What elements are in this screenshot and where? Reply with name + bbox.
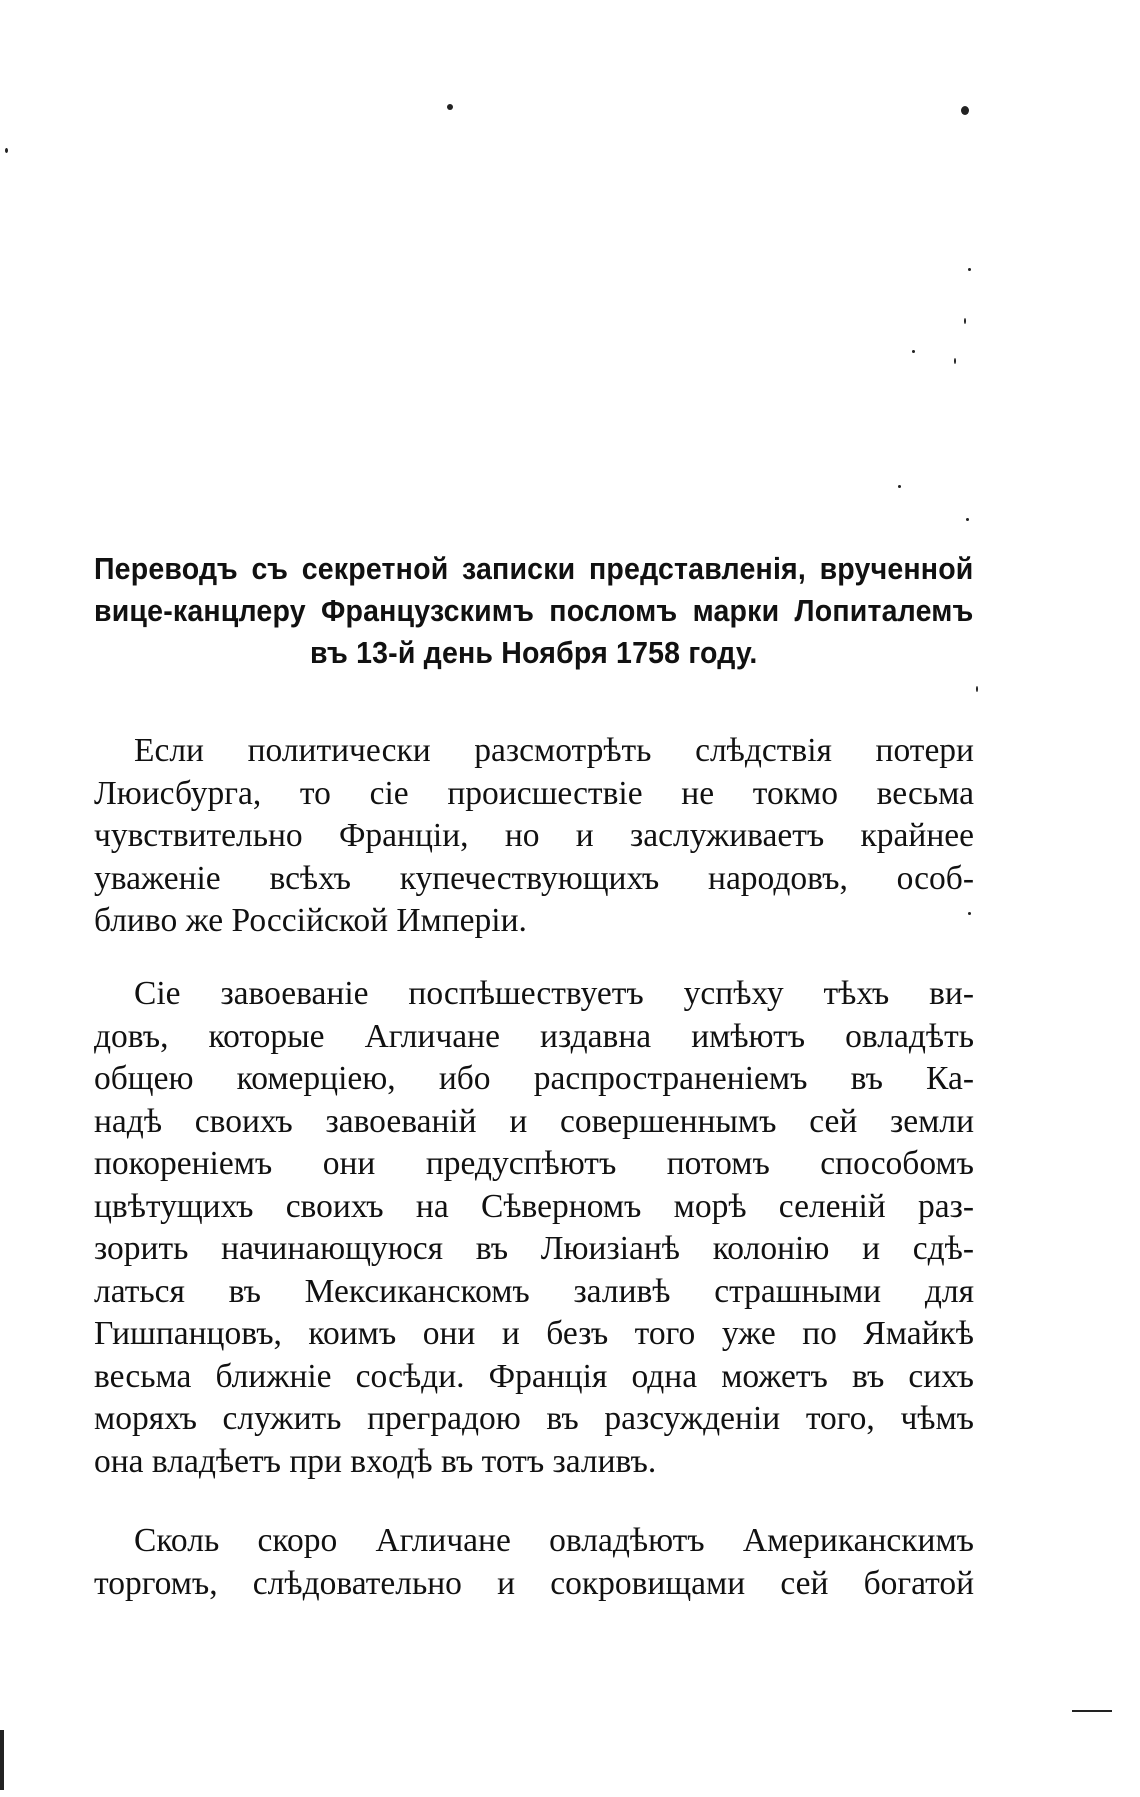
text-line: латься въ Мексиканскомъ заливѣ страшными для	[94, 1272, 974, 1310]
scan-speck	[966, 518, 969, 521]
scan-speck	[5, 148, 8, 153]
title-line: вице-канцлеру Французскимъ посломъ марки Лопиталемъ	[94, 593, 974, 628]
paragraph-2	[94, 973, 974, 1483]
scan-speck	[976, 686, 978, 692]
scan-speck	[964, 318, 966, 324]
document-title	[94, 548, 974, 674]
text-line: Гишпанцовъ, коимъ они и безъ того уже по Ямайкѣ	[94, 1315, 974, 1352]
text-line: довъ, которые Агличане издавна имѣютъ овладѣть	[94, 1017, 974, 1055]
scan-speck	[447, 104, 453, 110]
text-line: Сіе завоеваніе поспѣшествуетъ успѣху тѣхъ ви-	[134, 975, 974, 1012]
paragraph-1	[94, 730, 974, 943]
text-line: Если политически разсмотрѣть слѣдствія потери	[134, 732, 974, 769]
text-line: покореніемъ они предуспѣютъ потомъ способомъ	[94, 1145, 974, 1182]
scan-speck	[961, 106, 969, 115]
text-line: моряхъ служить преградою въ разсужденіи того, чѣмъ	[94, 1400, 974, 1437]
paragraph-3	[94, 1520, 974, 1605]
scan-speck	[954, 358, 956, 364]
text-line: зорить начинающуюся въ Люизіанѣ колонію и сдѣ-	[94, 1230, 974, 1267]
text-line: уваженіе всѣхъ купечествующихъ народовъ, особ-	[94, 859, 974, 897]
page-edge-mark	[1072, 1710, 1112, 1712]
text-line: Люисбурга, то сіе происшествіе не токмо весьма	[94, 774, 974, 812]
text-line: бливо же Россійской Имперіи.	[94, 902, 527, 939]
text-line: надѣ своихъ завоеваній и совершеннымъ сей земли	[94, 1102, 974, 1140]
text-line: чувствительно Франціи, но и заслуживаетъ крайнее	[94, 817, 974, 854]
text-line: общею комерціею, ибо распространеніемъ въ Ка-	[94, 1060, 974, 1097]
scan-speck	[912, 350, 915, 353]
text-line: весьма ближніе сосѣди. Франція одна можетъ въ сихъ	[94, 1357, 974, 1395]
text-line: цвѣтущихъ своихъ на Сѣверномъ морѣ селеній раз-	[94, 1187, 974, 1225]
page-edge-mark	[0, 1730, 4, 1790]
scan-speck	[898, 485, 901, 488]
scan-speck	[968, 268, 971, 271]
title-line: Переводъ съ секретной записки представленія, врученной	[94, 551, 974, 586]
text-line: она владѣетъ при входѣ въ тотъ заливъ.	[94, 1442, 657, 1480]
text-line: торгомъ, слѣдовательно и сокровищами сей богатой	[94, 1564, 974, 1602]
title-line: въ 13-й день Ноября 1758 году.	[309, 635, 758, 670]
text-line: Сколь скоро Агличане овладѣютъ Американскимъ	[134, 1522, 974, 1559]
